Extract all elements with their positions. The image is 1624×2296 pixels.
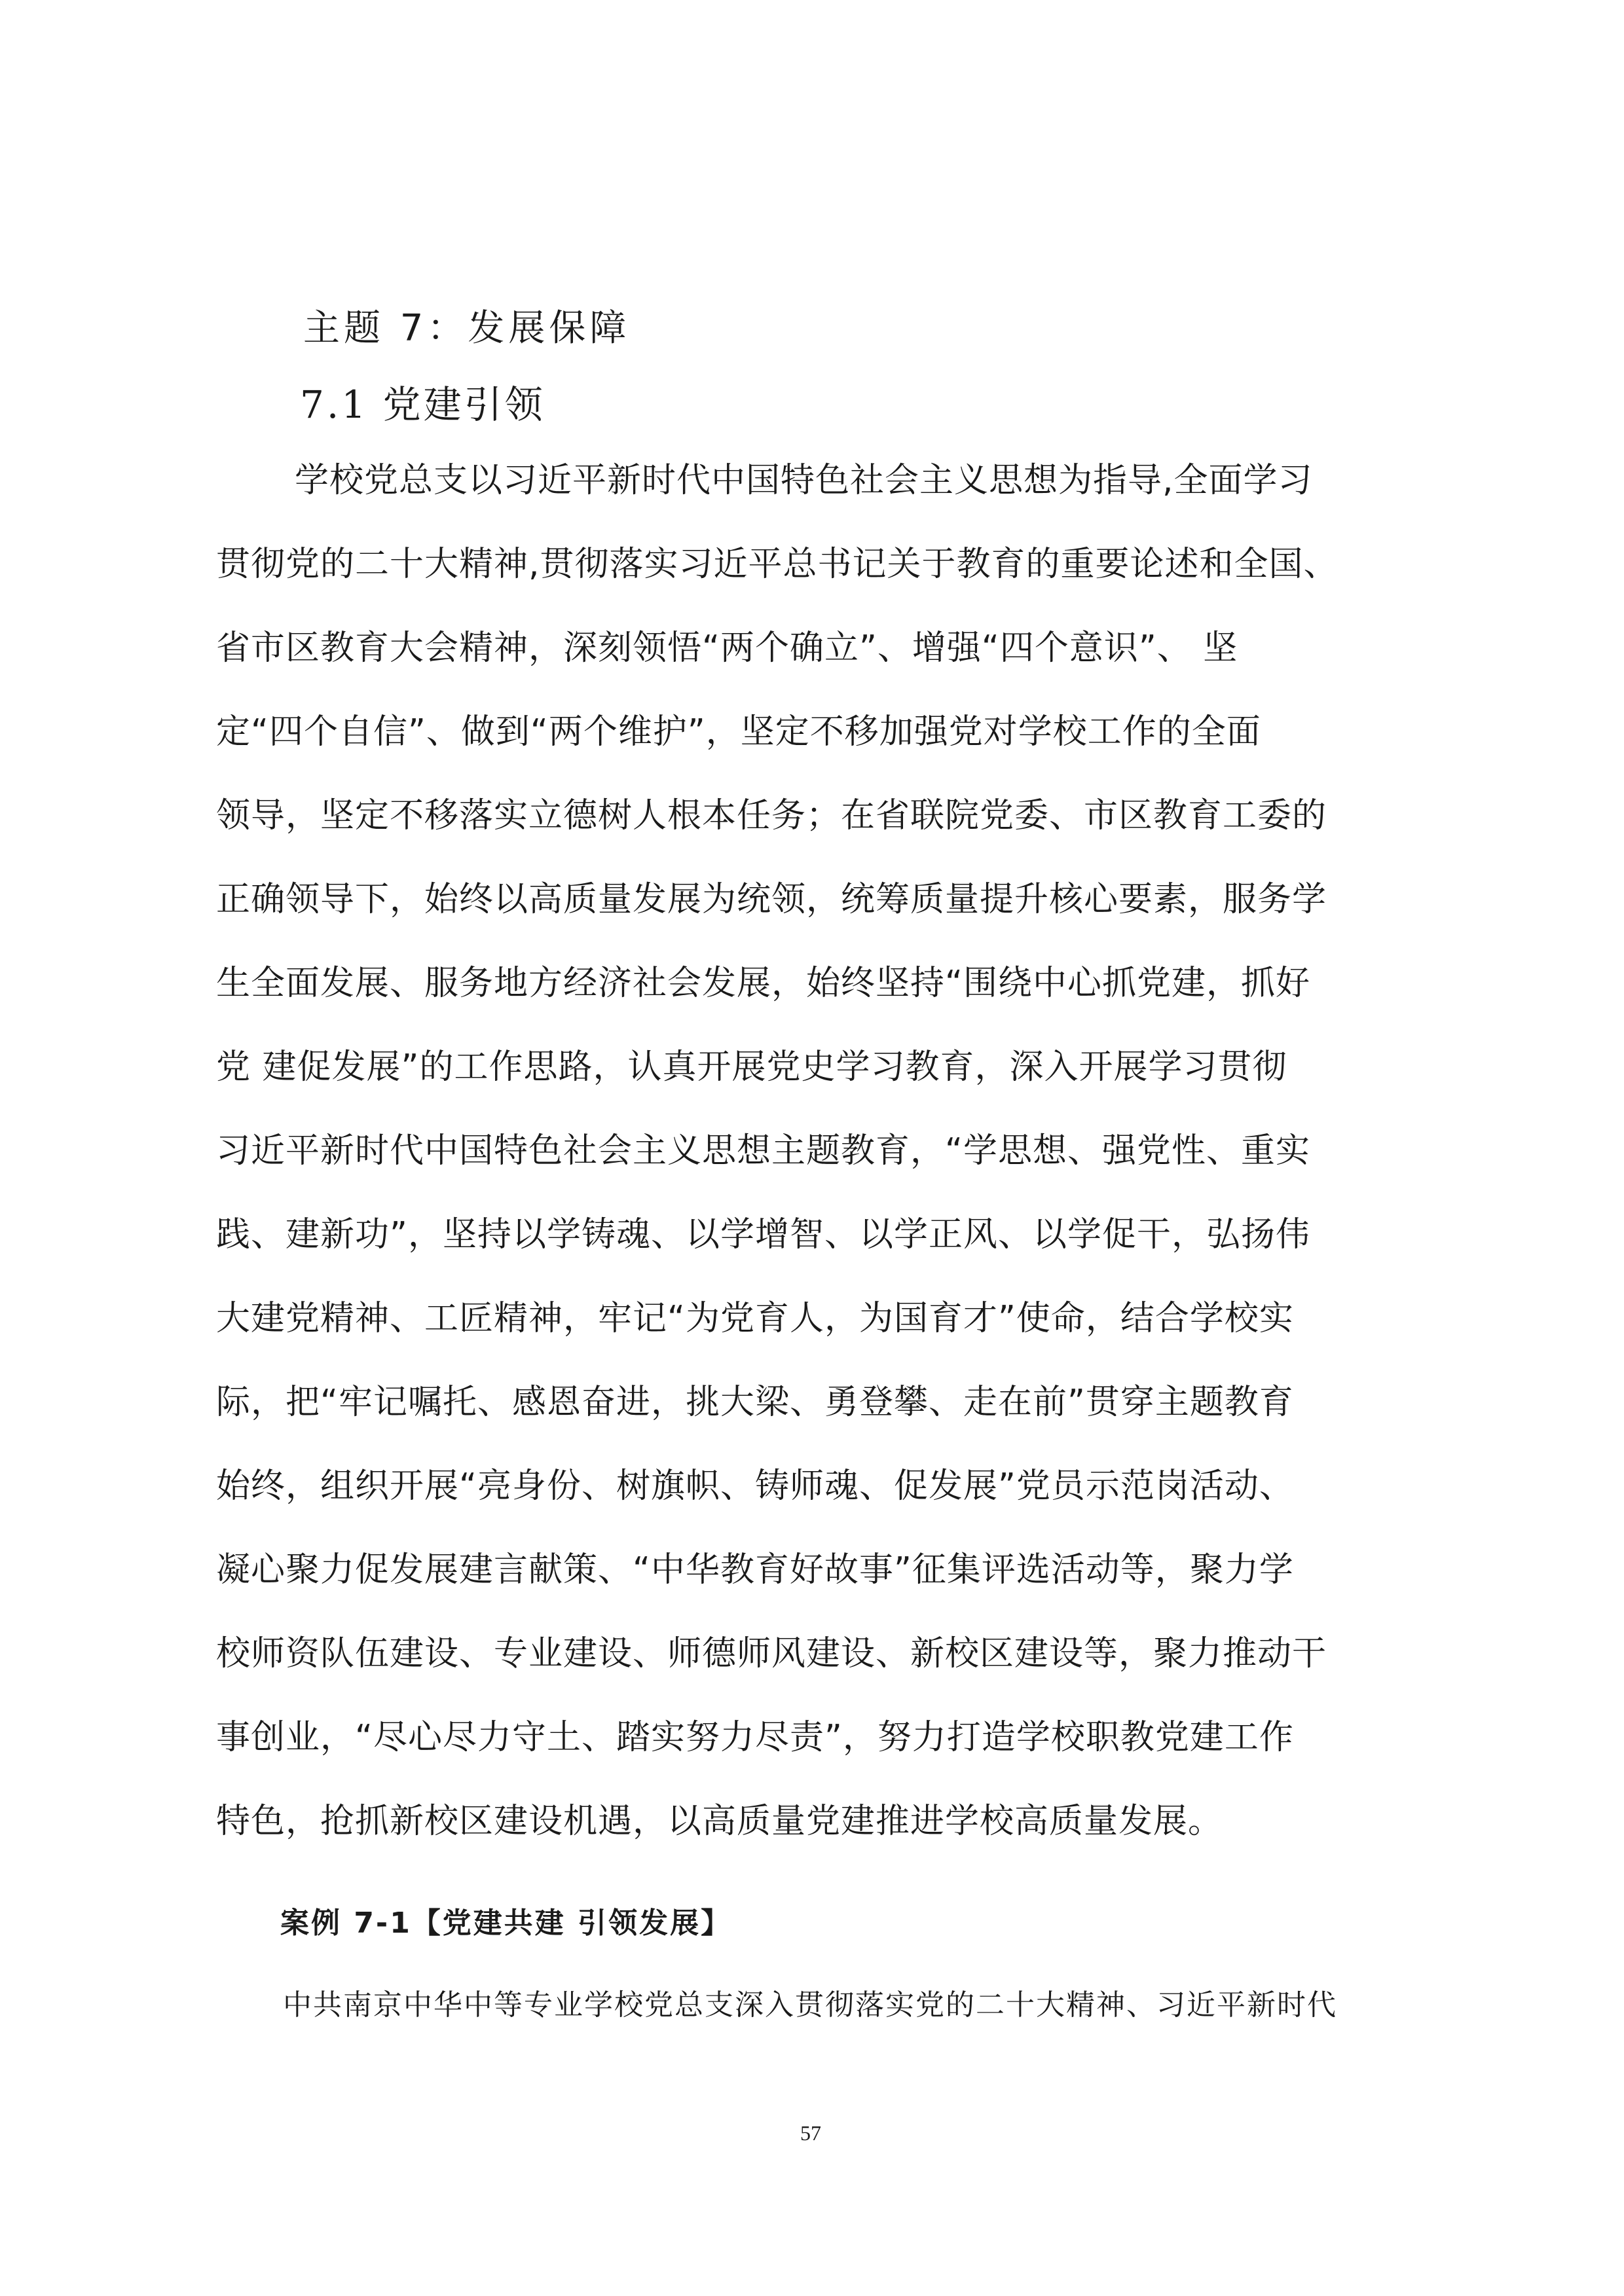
paragraph-line: 际，把“牢记嘱托、感恩奋进，挑大梁、勇登攀、走在前”贯穿主题教育 <box>216 1383 1294 1422</box>
paragraph-line: 定“四个自信”、做到“两个维护”，坚定不移加强党对学校工作的全面 <box>216 712 1261 752</box>
paragraph-line: 事创业，“尽心尽力守土、踏实努力尽责”，努力打造学校职教党建工作 <box>216 1718 1294 1757</box>
case-title: 案例 7-1【党建共建 引领发展】 <box>280 1906 732 1940</box>
page-number: 57 <box>800 2121 821 2145</box>
paragraph-line: 生全面发展、服务地方经济社会发展，始终坚持“围绕中心抓党建，抓好 <box>216 964 1310 1003</box>
paragraph-line: 贯彻党的二十大精神,贯彻落实习近平总书记关于教育的重要论述和全国、 <box>216 545 1338 584</box>
subsection-heading: 7.1 党建引领 <box>300 382 545 427</box>
paragraph-line: 始终，组织开展“亮身份、树旗帜、铸师魂、促发展”党员示范岗活动、 <box>216 1467 1294 1506</box>
paragraph-line: 领导，坚定不移落实立德树人根本任务；在省联院党委、市区教育工委的 <box>216 796 1327 835</box>
case-text: 中共南京中华中等专业学校党总支深入贯彻落实党的二十大精神、习近平新时代 <box>283 1988 1337 2022</box>
paragraph-line: 凝心聚力促发展建言献策、“中华教育好故事”征集评选活动等，聚力学 <box>216 1550 1294 1590</box>
paragraph-line: 省市区教育大会精神，深刻领悟“两个确立”、增强“四个意识”、 坚 <box>216 629 1238 668</box>
paragraph-line: 特色，抢抓新校区建设机遇，以高质量党建推进学校高质量发展。 <box>216 1802 1223 1841</box>
paragraph-line: 习近平新时代中国特色社会主义思想主题教育，“学思想、强党性、重实 <box>216 1131 1310 1171</box>
paragraph-line: 践、建新功”，坚持以学铸魂、以学增智、以学正风、以学促干，弘扬伟 <box>216 1215 1310 1254</box>
paragraph-line: 党 建促发展”的工作思路，认真开展党史学习教育，深入开展学习贯彻 <box>216 1048 1287 1087</box>
paragraph-line: 大建党精神、工匠精神，牢记“为党育人，为国育才”使命，结合学校实 <box>216 1299 1294 1338</box>
section-heading: 主题 7：发展保障 <box>303 307 631 350</box>
paragraph-line: 学校党总支以习近平新时代中国特色社会主义思想为指导,全面学习 <box>295 461 1313 500</box>
paragraph-line: 正确领导下，始终以高质量发展为统领，统筹质量提升核心要素，服务学 <box>216 880 1327 919</box>
paragraph-line: 校师资队伍建设、专业建设、师德师风建设、新校区建设等，聚力推动干 <box>216 1634 1327 1673</box>
